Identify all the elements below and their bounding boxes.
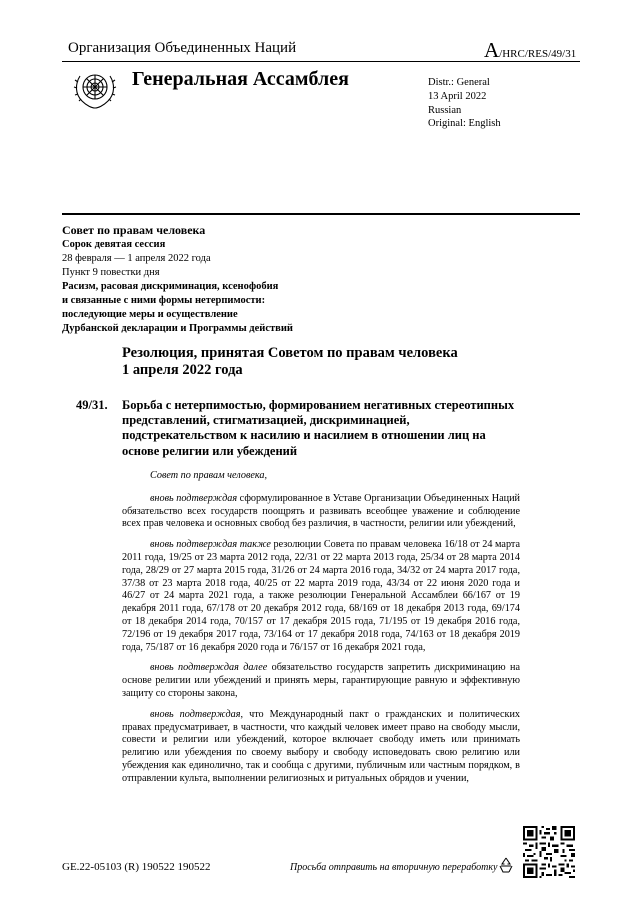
session-name: Сорок девятая сессия (62, 239, 166, 250)
session-dates: 28 февраля — 1 апреля 2022 года (62, 253, 211, 264)
document-symbol-prefix: A (484, 38, 500, 62)
preamble-paragraph (122, 470, 520, 483)
paragraph-text: сформулированное в Уставе Организации Объединенных Наций обязательство всех государств поощрять и развивать всеобщее уважение и соблюдение всех прав человека и основных свобод без различия, в частности, религии или убеждений, (122, 492, 520, 530)
language-line: Russian (428, 104, 462, 116)
section-rule (62, 213, 580, 215)
resolution-title-line: Резолюция, принятая Советом по правам человека (122, 345, 458, 361)
qr-code-icon (523, 826, 575, 878)
recycle-notice: Просьба отправить на вторичную переработку (290, 862, 498, 873)
paragraph-text: резолюции Совета по правам человека 16/18 от 24 марта 2011 года, 19/25 от 23 марта 2012 года, 22/31 от 22 марта 2013 года, 25/34 от 28 марта 2014 года, 28/29 от 27 марта 2015 года, 31/26 от 24 марта 2016 года, 34/32 от 24 марта 2017 года, 37/38 от 23 марта 2018 года, 40/25 от 22 марта 2019 года, 43/34 от 22 июня 2020 года и 46/27 от 24 марта 2021 года, а также резолюции Генеральной Ассамблеи 66/167 от 19 декабря 2011 года, 67/178 от 20 декабря 2012 года, 68/169 от 18 декабря 2013 года, 69/174 от 18 декабря 2014 года, 70/157 от 17 декабря 2015 года, 71/195 от 19 декабря 2016 года, 72/196 от 19 декабря 2017 года, 73/164 от 17 декабря 2018 года, 74/163 от 18 декабря 2019 года, 75/187 от 16 декабря 2020 года и 76/157 от 16 декабря 2021 года, (122, 539, 520, 653)
distribution-block (428, 76, 501, 131)
preamble-paragraph (122, 662, 520, 700)
distr-line: Distr.: General (428, 77, 490, 88)
paragraph-text: обязательство государств запретить дискриминацию на основе религии или убеждений и принять меры, гарантирующие равную и эффективную защиту со стороны закона, (122, 662, 520, 699)
preamble-paragraph (122, 709, 520, 786)
meeting-metadata (62, 223, 293, 336)
agenda-title-line: и связанные с ними формы нетерпимости: (62, 295, 266, 306)
agenda-title-line: Дурбанской декларации и Программы действий (62, 323, 293, 334)
preamble-paragraph (122, 539, 520, 654)
assembly-title: Генеральная Ассамблея (132, 68, 349, 90)
resolution-body (122, 470, 520, 794)
un-emblem-icon (72, 66, 118, 112)
resolution-subject: Борьба с нетерпимостью, формированием негативных стереотипных представлений, стигматизацией, дискриминацией, подстрекательством к насилию и насилием в отношении лиц на основе религии или убеждений (122, 398, 515, 458)
agenda-title-line: последующие меры и осуществление (62, 309, 238, 320)
organization-name: Организация Объединенных Наций (68, 40, 297, 56)
paragraph-text: , что Международный пакт о гражданских и политических правах предусматривает, в частности, что каждый человек имеет право на свободу мысли, совести и религии или убеждений, которое включает свободу иметь или принимать религию или убеждения по своему выбору и свободу исповедовать свою религию или убеждения как единолично, так и сообща с другими, публичным или частным порядком, в отправлении культа, выполнении религиозных и ритуальных обрядов и учении, (122, 708, 521, 784)
recycle-icon (497, 856, 515, 874)
paragraph-lead: вновь подтверждая (150, 492, 238, 504)
council-name: Совет по правам человека (62, 223, 206, 237)
agenda-title-line: Расизм, расовая дискриминация, ксенофобия (62, 281, 279, 292)
preamble-paragraph (122, 493, 520, 531)
agenda-item: Пункт 9 повестки дня (62, 267, 160, 278)
document-symbol (484, 38, 576, 63)
original-language-line: Original: English (428, 118, 501, 130)
paragraph-lead: вновь подтверждая также (150, 539, 271, 551)
resolution-title (122, 345, 542, 379)
document-symbol-rest: /HRC/RES/49/31 (499, 48, 577, 60)
resolution-title-line: 1 апреля 2022 года (122, 362, 243, 378)
date-line: 13 April 2022 (428, 90, 487, 102)
paragraph-lead: вновь подтверждая далее (150, 662, 268, 674)
paragraph-lead: Совет по правам человека, (150, 470, 268, 481)
header-rule (62, 61, 580, 62)
paragraph-lead: вновь подтверждая (150, 708, 241, 720)
resolution-number: 49/31. (76, 398, 108, 412)
document-code: GE.22-05103 (R) 190522 190522 (62, 861, 211, 873)
